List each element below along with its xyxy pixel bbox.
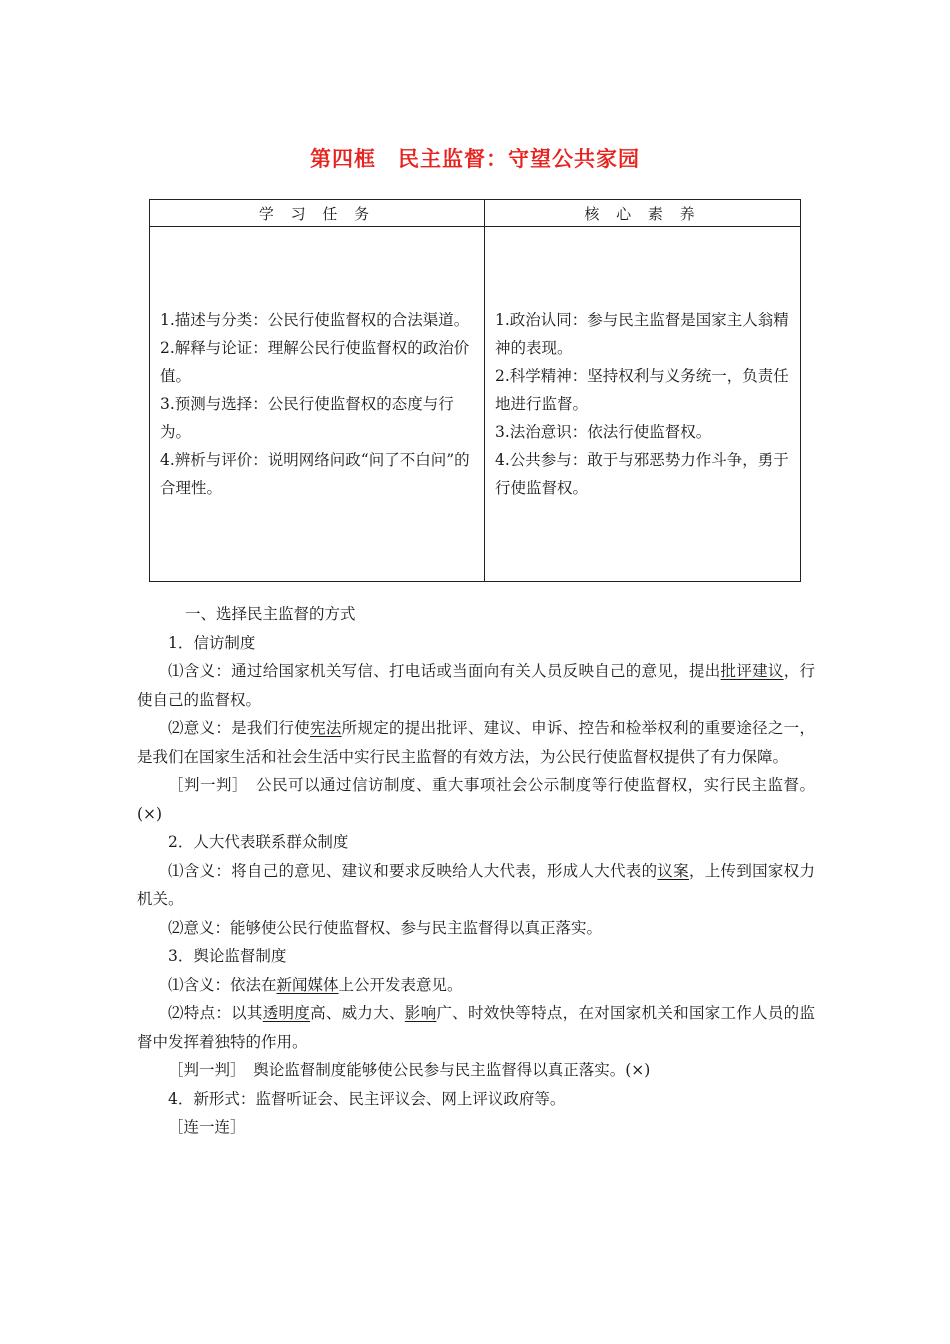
paragraph: ⑴含义：依法在新闻媒体上公开发表意见。 <box>168 975 463 994</box>
literacy-cell <box>485 227 801 582</box>
literacy-item: 1.政治认同：参与民主监督是国家主人翁精神的表现。 <box>495 311 789 357</box>
header-literacy: 核 心 素 养 <box>485 200 801 227</box>
task-item: 3.预测与选择：公民行使监督权的态度与行为。 <box>160 395 454 441</box>
task-item: 1.描述与分类：公民行使监督权的合法渠道。 <box>160 311 470 329</box>
literacy-item: 2.科学精神：坚持权利与义务统一，负责任地进行监督。 <box>495 367 789 413</box>
judge-item: ［判一判］ 舆论监督制度能够使公民参与民主监督得以真正落实。(×) <box>168 1061 651 1079</box>
underlined-term: 议案 <box>657 861 689 880</box>
connect-label: ［连一连］ <box>168 1118 246 1136</box>
header-tasks: 学 习 任 务 <box>150 200 485 227</box>
section-body <box>137 600 815 1142</box>
paragraph: ⑵特点：以其透明度高、威力大、影响广、时效快等特点，在对国家机关和国家工作人员的监督中发挥着独特的作用。 <box>137 1004 815 1051</box>
underlined-term: 透明度 <box>262 1004 311 1022</box>
section-heading: 一、选择民主监督的方式 <box>185 605 356 623</box>
subsection-title: 1．信访制度 <box>168 633 256 652</box>
task-item: 4.辨析与评价：说明网络问政“问了不白问”的合理性。 <box>160 451 470 497</box>
paragraph: ⑵意义：能够使公民行使监督权、参与民主监督得以真正落实。 <box>168 918 603 937</box>
task-item: 2.解释与论证：理解公民行使监督权的政治价值。 <box>160 339 470 385</box>
paragraph: ⑵意义：是我们行使宪法所规定的提出批评、建议、申诉、控告和检举权利的重要途径之一，是我们在国家生活和社会生活中实行民主监督的有效方法，为公民行使监督权提供了有力保障。 <box>137 719 815 766</box>
table-row <box>150 227 801 582</box>
literacy-item: 3.法治意识：依法行使监督权。 <box>495 423 712 441</box>
judge-item: ［判一判］ 公民可以通过信访制度、重大事项社会公示制度等行使监督权，实行民主监督。(×) <box>137 776 815 823</box>
underlined-term: 影响 <box>404 1004 437 1022</box>
paragraph: ⑴含义：通过给国家机关写信、打电话或当面向有关人员反映自己的意见，提出批评建议，行使自己的监督权。 <box>137 662 815 709</box>
literacy-item: 4.公共参与：敢于与邪恶势力作斗争，勇于行使监督权。 <box>495 451 789 497</box>
tasks-table <box>149 199 801 582</box>
table-header-row <box>150 200 801 227</box>
tasks-cell <box>150 227 485 582</box>
paragraph: ⑴含义：将自己的意见、建议和要求反映给人大代表，形成人大代表的议案，上传到国家权力机关。 <box>137 861 815 908</box>
subsection-title: 4．新形式：监督听证会、民主评议会、网上评议政府等。 <box>168 1089 566 1108</box>
page-title: 第四框 民主监督：守望公共家园 <box>310 147 640 171</box>
subsection-title: 2．人大代表联系群众制度 <box>168 833 349 851</box>
underlined-term: 批评建议 <box>720 662 784 680</box>
underlined-term: 新闻媒体 <box>276 975 339 994</box>
subsection-title: 3．舆论监督制度 <box>168 947 287 965</box>
underlined-term: 宪法 <box>310 719 342 737</box>
